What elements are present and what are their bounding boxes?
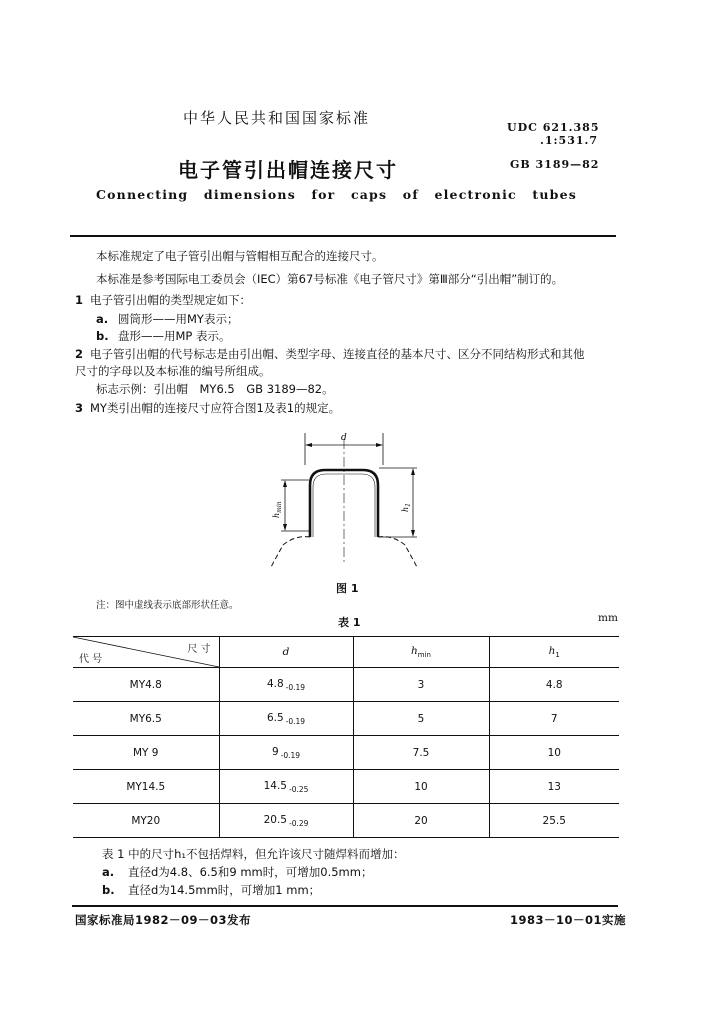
section-1b-text: 盘形——用MP 表示。 [118, 329, 231, 343]
table-row [73, 668, 619, 702]
cell-h1: 25.5 [489, 804, 619, 838]
cell-d-tolerance: -0.19 [285, 682, 306, 692]
header-h1-sub: 1 [555, 651, 560, 659]
section-1a-label: a. [96, 312, 109, 326]
cell-d-tolerance: -0.19 [285, 716, 306, 726]
cell-d-value: 4.8 [266, 677, 284, 690]
section-1b-label: b. [96, 329, 109, 343]
section-3-text: MY类引出帽的连接尺寸应符合图1及表1的规定。 [90, 401, 341, 415]
cell-h1: 7 [489, 702, 619, 736]
table-header-row [73, 637, 619, 668]
d-arrow-right [376, 443, 383, 447]
title-english: Connecting dimensions for caps of electronic tubes [96, 187, 577, 202]
cell-code: MY4.8 [73, 668, 219, 702]
header-corner-cell [73, 637, 219, 668]
table-row [73, 702, 619, 736]
table-row [73, 804, 619, 838]
section-1a-text: 圆筒形——用MY表示； [118, 312, 239, 326]
cell-hmin: 10 [353, 770, 489, 804]
cell-d-tolerance: -0.25 [288, 784, 309, 794]
hmin-arrow-bottom [283, 524, 287, 531]
header-d [219, 637, 353, 668]
header-h1 [489, 637, 619, 668]
section-2-line2: 尺寸的字母以及本标准的编号所组成。 [75, 364, 271, 378]
cell-d-value: 20.5 [263, 813, 287, 826]
header-h1-label: h [548, 645, 556, 657]
table-row [73, 770, 619, 804]
cell-hmin: 7.5 [353, 736, 489, 770]
cell-code: MY14.5 [73, 770, 219, 804]
cell-code: MY6.5 [73, 702, 219, 736]
intro-paragraph-2: 本标准是参考国际电工委员会（IEC）第67号标准《电子管尺寸》第Ⅲ部分“引出帽”制订的。 [96, 272, 564, 286]
section-2-example: 标志示例：引出帽 MY6.5 GB 3189—82。 [96, 382, 334, 396]
intro-paragraph-1: 本标准规定了电子管引出帽与管帽相互配合的连接尺寸。 [96, 249, 384, 263]
section-2-line1: 电子管引出帽的代号标志是由引出帽、类型字母、连接直径的基本尺寸、区分不同结构形式和其他 [90, 347, 585, 361]
base-dashed-left [271, 537, 310, 567]
cell-d-tolerance: -0.29 [288, 818, 309, 828]
cell-code: MY20 [73, 804, 219, 838]
cell-d-value: 6.5 [266, 711, 284, 724]
udc-code-line1: UDC 621.385 [507, 121, 600, 134]
issued-date: 国家标准局1982－09－03发布 [75, 913, 252, 927]
note-a-label: a. [102, 865, 115, 879]
cell-d [219, 668, 353, 702]
table-unit: mm [598, 612, 618, 624]
cell-d [219, 702, 353, 736]
cell-d [219, 770, 353, 804]
header-hmin-sub: min [417, 651, 431, 659]
note-b-text: 直径d为14.5mm时，可增加1 mm； [128, 883, 321, 897]
section-1-text: 电子管引出帽的类型规定如下： [90, 293, 251, 307]
header-d-label: d [282, 646, 290, 658]
label-hmin: $h_{min}$ [272, 501, 283, 518]
note-b-label: b. [102, 883, 115, 897]
corner-label-code: 代 号 [79, 654, 103, 665]
table-1-caption: 表 1 [338, 616, 361, 629]
effective-date: 1983－10－01实施 [510, 913, 627, 927]
header-rule [70, 235, 616, 237]
cell-hmin: 3 [353, 668, 489, 702]
gb-standard-number: GB 3189—82 [510, 158, 600, 171]
cell-h1: 4.8 [489, 668, 619, 702]
dimensions-table [73, 636, 619, 838]
header-hmin [353, 637, 489, 668]
udc-code-line2: .1:531.7 [540, 134, 598, 147]
cell-d-value: 9 [271, 745, 279, 758]
label-h1: $h_1$ [401, 503, 412, 512]
cell-h1: 10 [489, 736, 619, 770]
d-arrow-left [305, 443, 312, 447]
cell-code: MY 9 [73, 736, 219, 770]
h1-arrow-top [411, 468, 415, 475]
table-row [73, 736, 619, 770]
issuing-body: 中华人民共和国国家标准 [183, 109, 371, 127]
figure-1-caption: 图 1 [336, 582, 359, 595]
section-1-number: 1 [75, 293, 84, 307]
hmin-arrow-top [283, 480, 287, 487]
section-3-number: 3 [75, 401, 84, 415]
header-hmin-label: h [411, 645, 418, 657]
figure-1-cap-drawing [255, 425, 445, 573]
footer-rule [72, 905, 618, 907]
cell-d [219, 804, 353, 838]
h1-arrow-bottom [411, 530, 415, 537]
cell-d-tolerance: -0.19 [280, 750, 301, 760]
cell-h1: 13 [489, 770, 619, 804]
base-dashed-right [378, 537, 417, 567]
note-1: 表 1 中的尺寸h₁不包括焊料，但允许该尺寸随焊料而增加： [102, 847, 405, 861]
corner-label-dimension: 尺 寸 [187, 644, 211, 655]
figure-note: 注：图中虚线表示底部形状任意。 [96, 600, 239, 611]
cell-d [219, 736, 353, 770]
note-a-text: 直径d为4.8、6.5和9 mm时，可增加0.5mm； [128, 865, 373, 879]
cell-d-value: 14.5 [263, 779, 287, 792]
cell-hmin: 5 [353, 702, 489, 736]
cell-hmin: 20 [353, 804, 489, 838]
section-2-number: 2 [75, 347, 84, 361]
label-d: d [341, 433, 347, 443]
title-chinese: 电子管引出帽连接尺寸 [178, 158, 398, 182]
